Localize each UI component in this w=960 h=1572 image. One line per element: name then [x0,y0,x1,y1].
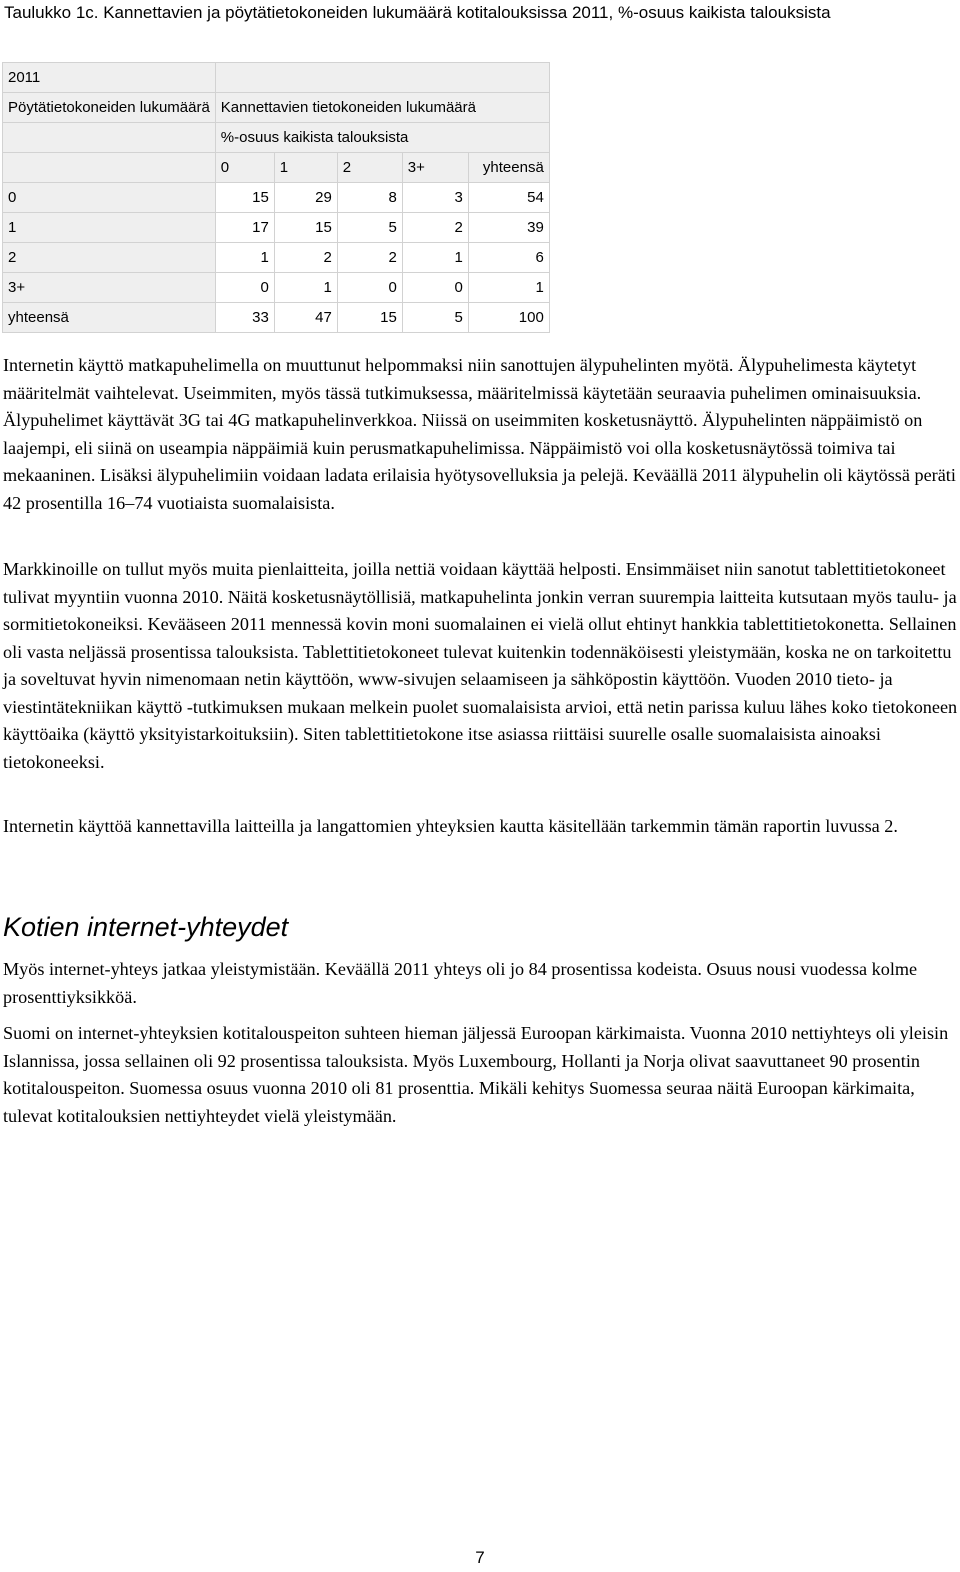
row-label: 3+ [3,273,216,303]
table-row [3,63,550,93]
table-cell: 2 [274,243,337,273]
computers-table [2,62,550,333]
row-label: yhteensä [3,303,216,333]
table-row [3,273,550,303]
table-row [3,213,550,243]
table-cell: 47 [274,303,337,333]
header-cell [3,123,216,153]
body-paragraph: Suomi on internet-yhteyksien kotitalouspeiton suhteen hieman jäljessä Euroopan kärkimaista. Vuonna 2010 nettiyhteys oli yleisin Islannissa, jossa sellainen oli 92 prosentissa talouksista. Myös Luxembourg, Hollanti ja Norja olivat saavuttaneet 90 prosentin kotitalouspeiton. Suomessa osuus vuonna 2010 oli 81 prosenttia. Mikäli kehitys Suomessa seuraa näitä Euroopan kärkimaita, tulevat kotitalouksien nettiyhteydet vielä yleistymään. [3,1023,949,1126]
table-cell: 1 [402,243,468,273]
table-row [3,123,550,153]
table-cell: 15 [215,183,274,213]
table-cell: 8 [337,183,402,213]
table-cell: 1 [468,273,549,303]
table-cell: 3 [402,183,468,213]
column-label: 3+ [402,153,468,183]
table-caption: Taulukko 1c. Kannettavien ja pöytätietokoneiden lukumäärä kotitalouksissa 2011, %-osuus kaikista talouksista [4,3,831,22]
table-cell: 39 [468,213,549,243]
table-cell: 33 [215,303,274,333]
table-cell: 17 [215,213,274,243]
table-cell: 100 [468,303,549,333]
table-cell: 1 [274,273,337,303]
column-label: 0 [215,153,274,183]
table-cell: 0 [215,273,274,303]
row-label: 2 [3,243,216,273]
table-cell: 54 [468,183,549,213]
table-cell: 5 [402,303,468,333]
header-cell [215,63,549,93]
column-label: 2 [337,153,402,183]
table-row [3,243,550,273]
table-cell: 5 [337,213,402,243]
table-cell: 0 [402,273,468,303]
unit-header: %-osuus kaikista talouksista [215,123,549,153]
row-header: Pöytätietokoneiden lukumäärä [3,93,216,123]
table-cell: 2 [337,243,402,273]
table-cell: 15 [337,303,402,333]
section-heading: Kotien internet-yhteydet [3,912,289,942]
row-label: 0 [3,183,216,213]
column-label: 1 [274,153,337,183]
year-cell: 2011 [3,63,216,93]
table-row [3,93,550,123]
body-paragraph: Internetin käyttö matkapuhelimella on muuttunut helpommaksi niin sanottujen älypuhelinten myötä. Älypuhelimesta käytetyt määritelmät vaihtelevat. Useimmiten, myös tässä tutkimuksessa, määritelmissä käytetään seuraavia puhelimen ominaisuuksia. Älypuhelimet käyttävät 3G tai 4G matkapuhelinverkkoa. Niissä on useimmiten kosketusnäyttö. Älypuhelinten näppäimistö on laajempi, eli siinä on useampia näppäimiä kuin perusmatkapuhelimissa. Näppäimistö voi olla kosketusnäytössä toimiva tai mekaaninen. Lisäksi älypuhelimiin voidaan ladata erilaisia hyötysovelluksia ja pelejä. Keväällä 2011 älypuhelin oli käytössä peräti 42 prosentilla 16–74 vuotiaista suomalaisista. [3,355,956,513]
table-cell: 1 [215,243,274,273]
column-header: Kannettavien tietokoneiden lukumäärä [215,93,549,123]
body-paragraph: Markkinoille on tullut myös muita pienlaitteita, joilla nettiä voidaan käyttää helposti. Ensimmäiset niin sanotut tablettitietokoneet tulivat myyntiin vuonna 2010. Näitä kosketusnäytöllisiä, matkapuhelinta jonkin verran suurempia laitteita kutsutaan myös taulu- ja sormitietokoneiksi. Kevääseen 2011 mennessä kovin moni suomalainen ei vielä ollut ehtinyt hankkia tablettitietokonetta. Sellainen oli vasta neljässä prosentissa talouksista. Tablettitietokoneet tulevat kuitenkin todennäköisesti yleistymään, koska ne on tarkoitettu ja soveltuvat hyvin nimenomaan netin käyttöön, www-sivujen selaamiseen ja sähköpostin käyttöön. Vuoden 2010 tieto- ja viestintätekniikan käyttö -tutkimuksen mukaan melkein puolet suomalaisista arvioi, että netin parissa kuluu lähes koko tietokoneen käyttöaika (käyttö yksityistarkoituksiin). Siten tablettitietokone itse asiassa riittäisi suurelle osalle suomalaisista ainoaksi tietokoneeksi. [3,559,958,772]
table-cell: 29 [274,183,337,213]
body-paragraph: Myös internet-yhteys jatkaa yleistymistään. Keväällä 2011 yhteys oli jo 84 prosentissa kodeista. Osuus nousi vuodessa kolme prosenttiyksikköä. [3,959,918,1007]
row-label: 1 [3,213,216,243]
table-cell: 0 [337,273,402,303]
table-cell: 15 [274,213,337,243]
page-number: 7 [475,1548,485,1567]
body-paragraph: Internetin käyttöä kannettavilla laitteilla ja langattomien yhteyksien kautta käsitellään tarkemmin tämän raportin luvussa 2. [3,816,898,836]
table-row [3,153,550,183]
column-label: yhteensä [468,153,549,183]
table-row [3,303,550,333]
table-row [3,183,550,213]
table-cell: 6 [468,243,549,273]
table-cell: 2 [402,213,468,243]
header-cell [3,153,216,183]
